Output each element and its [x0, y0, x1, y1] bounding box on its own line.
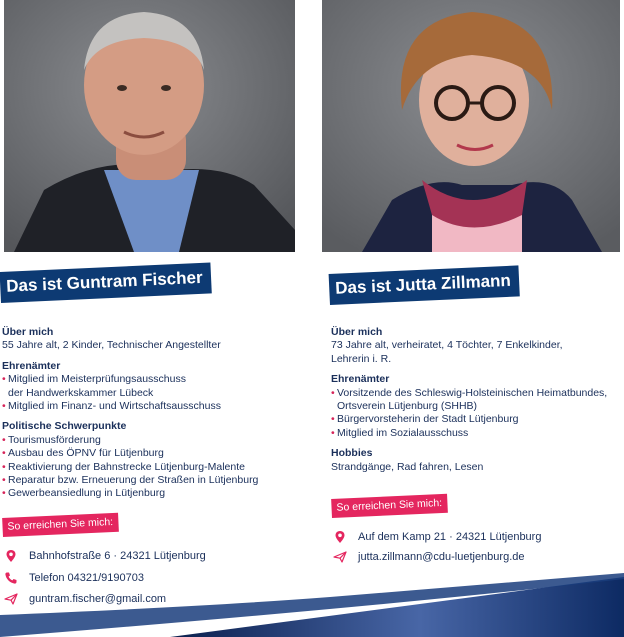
- portrait-photo-jutta-zillmann: [322, 0, 620, 252]
- honorary-heading: Ehrenämter: [331, 373, 390, 386]
- list-item: • Mitglied im Sozialausschuss: [331, 427, 623, 440]
- about-text: 55 Jahre alt, 2 Kinder, Technischer Angestellter: [2, 339, 221, 352]
- hobbies-text: Strandgänge, Rad fahren, Lesen: [331, 460, 484, 473]
- contact-phone-left[interactable]: Telefon 04321/9190703: [4, 571, 144, 585]
- list-item: • Ausbau des ÖPNV für Lütjenburg: [2, 447, 294, 460]
- contact-address-left: Bahnhofstraße 6 · 24321 Lütjenburg: [4, 549, 206, 563]
- list-item: • Mitglied im Meisterprüfungsausschuss der Handwerkskammer Lübeck: [2, 373, 294, 400]
- portrait-photo-guntram-fischer: [4, 0, 295, 252]
- about-heading: Über mich: [2, 326, 54, 338]
- list-item: • Reaktivierung der Bahnstrecke Lütjenburg-Malente: [2, 461, 294, 474]
- list-item: • Tourismusförderung: [2, 434, 294, 447]
- honorary-list: [331, 387, 623, 441]
- contact-address-right: Auf dem Kamp 21 · 24321 Lütjenburg: [333, 530, 541, 544]
- profile-column-left: [2, 326, 294, 501]
- location-pin-icon: [333, 530, 347, 544]
- about-heading: Über mich: [331, 326, 383, 338]
- title-banner-left: Das ist Guntram Fischer: [0, 262, 211, 303]
- contact-label-right: So erreichen Sie mich:: [331, 494, 447, 518]
- hobbies-heading: Hobbies: [331, 447, 373, 460]
- profile-column-right: [331, 326, 623, 474]
- list-item: • Reparatur bzw. Erneuerung der Straßen in Lütjenburg: [2, 474, 294, 487]
- list-item: • Mitglied im Finanz- und Wirtschaftsausschuss: [2, 400, 294, 413]
- about-text: 73 Jahre alt, verheiratet, 4 Töchter, 7 Enkelkinder, Lehrerin i. R.: [331, 339, 563, 365]
- contact-email-right[interactable]: jutta.zillmann@cdu-luetjenburg.de: [333, 550, 524, 564]
- list-item: • Vorsitzende des Schleswig-Holsteinischen Heimatbundes, Ortsverein Lütjenburg (SHHB): [331, 387, 623, 414]
- title-banner-right: Das ist Jutta Zillmann: [329, 265, 520, 305]
- list-item: • Bürgervorsteherin der Stadt Lütjenburg: [331, 413, 623, 426]
- footer-wave-decoration: [0, 567, 624, 637]
- honorary-heading: Ehrenämter: [2, 359, 61, 372]
- political-focus-heading: Politische Schwerpunkte: [2, 420, 127, 433]
- list-item: • Gewerbeansiedlung in Lütjenburg: [2, 487, 294, 500]
- location-pin-icon: [4, 549, 18, 563]
- paper-plane-icon: [333, 550, 347, 564]
- political-focus-list: [2, 434, 294, 501]
- honorary-list: [2, 373, 294, 413]
- contact-label-left: So erreichen Sie mich:: [2, 513, 118, 537]
- contact-email-left[interactable]: guntram.fischer@gmail.com: [4, 592, 166, 606]
